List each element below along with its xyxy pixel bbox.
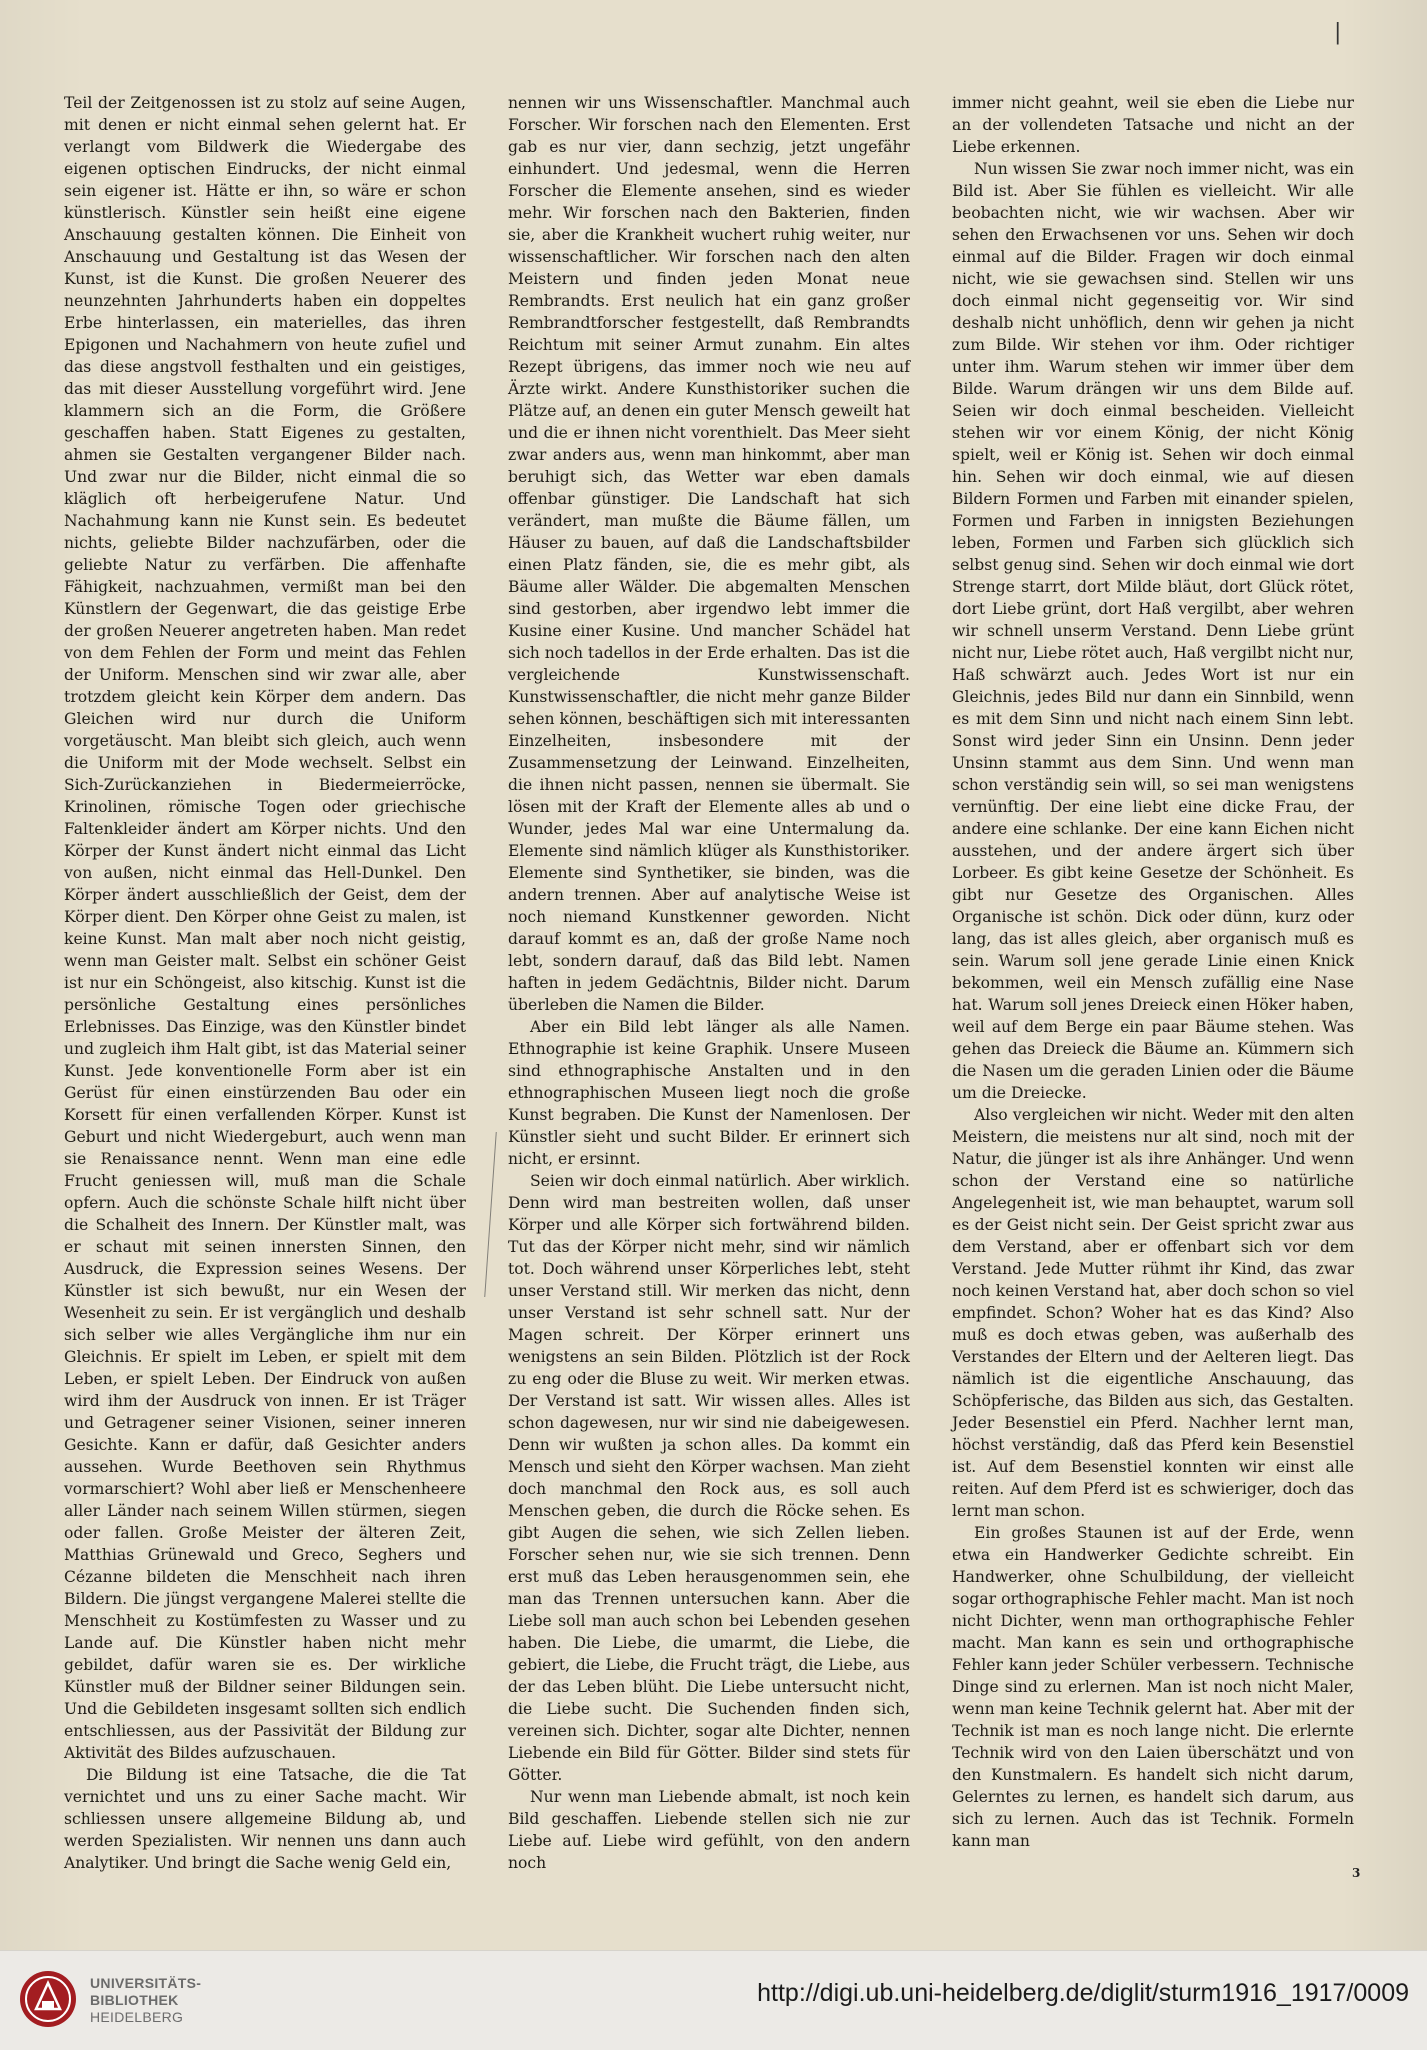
paragraph: Nur wenn man Liebende abmalt, ist noch kein Bild geschaffen. Liebende stellen sich nie zur Liebe auf. Liebe wird gefühlt, von den andern noch (508, 1788, 910, 1872)
library-name-line: BIBLIOTHEK (90, 1992, 179, 2008)
digitization-footer (0, 1950, 1427, 2050)
paragraph: nennen wir uns Wissenschaftler. Manchmal auch Forscher. Wir forschen nach den Elementen. Erst gab es nur vier, dann sechzig, jetzt ungefähr einhundert. Und jedesmal, wenn die Herren Forscher die Elemente ansehen, sind es wieder mehr. Wir forschen nach den Bakterien, finden sie, aber die Krankheit wuchert ruhig weiter, nur wissenschaftlicher. Wir forschen nach den alten Meistern und finden jeden Monat neue Rembrandts. Erst neulich hat ein ganz großer Rembrandtforscher festgestellt, daß Rembrandts Reichtum mit seiner Armut zunahm. Ein altes Rezept übrigens, das immer noch wie neu auf Ärzte wirkt. Andere Kunsthistoriker suchen die Plätze auf, an denen ein guter Mensch geweilt hat und die er ihnen nicht vorenthielt. Das Meer sieht zwar anders aus, wenn man hinkommt, aber man beruhigt sich, das Wetter war eben damals offenbar günstiger. Die Landschaft hat sich verändert, man mußte die Bäume fällen, um Häuser zu bauen, auf daß die Landschaftsbilder einen Platz fänden, sie, die es mehr gibt, als Bäume aller Wälder. Die abgemalten Menschen sind gestorben, aber irgendwo lebt immer die Kusine einer Kusine. Und mancher Schädel hat sich noch tadellos in der Erde erhalten. Das ist die vergleichende Kunstwissenschaft. Kunstwissenschaftler, die nicht mehr ganze Bilder sehen können, beschäftigen sich mit interessanten Einzelheiten, insbesondere mit der Zusammensetzung der Leinwand. Einzelheiten, die ihnen nicht passen, nennen sie übermalt. Sie lösen mit der Kraft der Elemente alles ab und o Wunder, jedes Mal war eine Untermalung da. Elemente sind nämlich klüger als Kunsthistoriker. Elemente sind Synthetiker, sie binden, was die andern trennen. Aber auf analytische Weise ist noch niemand Kunstkenner geworden. Nicht darauf kommt es an, daß der große Name noch lebt, sondern darauf, daß das Bild lebt. Namen haften in jedem Gedächtnis, Bilder nicht. Darum überleben die Namen die Bilder. (508, 94, 910, 1014)
paragraph: immer nicht geahnt, weil sie eben die Liebe nur an der vollendeten Tatsache und nicht an der Liebe erkennen. (952, 94, 1354, 156)
page-number: 3 (1352, 1866, 1361, 1880)
top-margin-mark: | (1334, 20, 1342, 45)
column-left (64, 92, 466, 1872)
university-seal-icon (18, 1969, 78, 2029)
column-right (952, 92, 1354, 1850)
source-url-link[interactable]: http://digi.ub.uni-heidelberg.de/diglit/sturm1916_1917/0009 (757, 1979, 1409, 2007)
column-middle (508, 92, 910, 1872)
library-name (90, 1975, 201, 2026)
paragraph: Die Bildung ist eine Tatsache, die die Tat vernichtet und uns zu einer Sache macht. Wir schliessen unsere allgemeine Bildung ab, und werden Spezialisten. Wir nennen uns dann auch Analytiker. Und bringt die Sache wenig Geld ein, (64, 1766, 466, 1872)
paragraph: Teil der Zeitgenossen ist zu stolz auf seine Augen, mit denen er nicht einmal sehen gelernt hat. Er verlangt vom Bildwerk die Wiedergabe des eigenen optischen Eindrucks, der nicht einmal sein eigener ist. Hätte er ihn, so wäre er schon künstlerisch. Künstler sein heißt eine eigene Anschauung gestalten können. Die Einheit von Anschauung und Gestaltung ist das Wesen der Kunst, ist die Kunst. Die großen Neuerer des neunzehnten Jahrhunderts haben ein doppeltes Erbe hinterlassen, ein materielles, das ihren Epigonen und Nachahmern von heute zufiel und das diese angstvoll festhalten und ein geistiges, das mit dieser Ausstellung vorgeführt wird. Jene klammern sich an die Form, die Größere geschaffen haben. Statt Eigenes zu gestalten, ahmen sie Gestalten vergangener Bilder nach. Und zwar nur die Bilder, nicht einmal die so kläglich oft herbeigerufene Natur. Und Nachahmung kann nie Kunst sein. Es bedeutet nichts, geliebte Bilder nachzufärben, oder die geliebte Natur zu verfärben. Die affenhafte Fähigkeit, nachzuahmen, vermißt man bei den Künstlern der Gegenwart, die das geistige Erbe der großen Neuerer angetreten haben. Man redet von dem Fehlen der Form und meint das Fehlen der Uniform. Menschen sind wir zwar alle, aber trotzdem gleicht kein Körper dem andern. Das Gleichen wird nur durch die Uniform vorgetäuscht. Man bleibt sich gleich, auch wenn die Uniform mit der Mode wechselt. Selbst ein Sich-Zurückanziehen in Biedermeierröcke, Krinolinen, römische Togen oder griechische Faltenkleider ändert am Körper nichts. Und den Körper der Kunst ändert nicht einmal das Licht von außen, nicht einmal das Hell-Dunkel. Den Körper ändert ausschließlich der Geist, dem der Körper dient. Den Körper ohne Geist zu malen, ist keine Kunst. Man malt aber noch nicht geistig, wenn man Geister malt. Selbst ein schöner Geist ist nur ein Schöngeist, also kitschig. Kunst ist die persönliche Gestaltung eines persönliches Erlebnisses. Das Einzige, was den Künstler bindet und zugleich ihm Halt gibt, ist das Material seiner Kunst. Jede konventionelle Form aber ist ein Gerüst für einen einstürzenden Bau oder ein Korsett für einen verfallenden Körper. Kunst ist Geburt und nicht Wiedergeburt, auch wenn man sie Renaissance nennt. Wenn man eine edle Frucht geniessen will, muß man die Schale opfern. Auch die schönste Schale hilft nicht über die Schalheit des Innern. Der Künstler malt, was er schaut mit seinen innersten Sinnen, den Ausdruck, die Expression seines Wesens. Der Künstler ist sich bewußt, nur ein Wesen der Wesenheit zu sein. Er ist vergänglich und deshalb sich selber wie alles Vergängliche ihm nur ein Gleichnis. Er spielt im Leben, er spielt mit dem Leben, er spielt Leben. Der Eindruck von außen wird ihm der Ausdruck von innen. Er ist Träger und Getragener seiner Visionen, seiner inneren Gesichte. Kann er dafür, daß Gesichter anders aussehen. Wurde Beethoven sein Rhythmus vormarschiert? Wohl aber ließ er Menschenheere aller Länder nach seinem Willen stürmen, siegen oder fallen. Große Meister der älteren Zeit, Matthias Grünewald und Greco, Seghers und Cézanne bildeten die Menschheit nach ihren Bildern. Die jüngst vergangene Malerei stellte die Menschheit zu Kostümfesten zu Wasser und zu Lande auf. Die Künstler haben nicht mehr gebildet, dafür waren sie es. Der wirkliche Künstler muß der Bildner seiner Bildungen sein. Und die Gebildeten insgesamt sollten sich endlich entschliessen, aus der Passivität der Bildung zur Aktivität des Bildes aufzuschauen. (64, 94, 466, 1762)
paragraph: Ein großes Staunen ist auf der Erde, wenn etwa ein Handwerker Gedichte schreibt. Ein Handwerker, ohne Schulbildung, der vielleicht sogar orthographische Fehler macht. Man ist noch nicht Dichter, wenn man orthographische Fehler macht. Man kann es sein und orthographische Fehler kann jeder Schüler verbessern. Technische Dinge sind zu erlernen. Man ist noch nicht Maler, wenn man keine Technik gelernt hat. Aber mit der Technik ist man es noch lange nicht. Die erlernte Technik wird von den Laien überschätzt und von den Kunstmalern. Es handelt sich nicht darum, Gelerntes zu lernen, es handelt sich darum, aus sich zu lernen. Auch das ist Technik. Formeln kann man (952, 1524, 1354, 1850)
paragraph: Also vergleichen wir nicht. Weder mit den alten Meistern, die meistens nur alt sind, noch mit der Natur, die jünger ist als ihre Anhänger. Und wenn schon der Verstand eine so natürliche Angelegenheit ist, wie man behauptet, warum soll es der Geist nicht sein. Der Geist spricht zwar aus dem Verstand, aber er offenbart sich vor dem Verstand. Jede Mutter rühmt ihr Kind, das zwar noch keinen Verstand hat, aber doch schon so viel empfindet. Schon? Woher hat es das Kind? Also muß es doch etwas geben, was außerhalb des Verstandes der Eltern und der Aelteren liegt. Das nämlich ist die eigentliche Anschauung, das Schöpferische, das Bilden aus sich, das Gestalten. Jeder Besenstiel ein Pferd. Nachher lernt man, höchst verständig, daß das Pferd kein Besenstiel ist. Auf dem Besenstiel konnten wir einst alle reiten. Auf dem Pferd ist es schwieriger, doch das lernt man schon. (952, 1106, 1354, 1520)
library-name-line: UNIVERSITÄTS- (90, 1975, 202, 1991)
library-name-line: HEIDELBERG (90, 2009, 184, 2025)
text-columns (64, 92, 1354, 1872)
paragraph: Nun wissen Sie zwar noch immer nicht, was ein Bild ist. Aber Sie fühlen es vielleicht. Wir alle beobachten nicht, wie wir wachsen. Aber wir sehen den Erwachsenen vor uns. Sehen wir doch einmal auf die Bilder. Fragen wir doch einmal nicht, wie sie gewachsen sind. Stellen wir uns doch einmal nicht gegenseitig vor. Wir sind deshalb nicht unhöflich, denn wir gehen ja nicht zum Bilde. Wir stehen vor ihm. Oder richtiger unter ihm. Warum stehen wir immer über dem Bilde. Warum drängen wir uns dem Bilde auf. Seien wir doch einmal bescheiden. Vielleicht stehen wir vor einem König, der nicht König spielt, weil er König ist. Sehen wir doch einmal hin. Sehen wir doch einmal, wie auf diesen Bildern Formen und Farben mit einander spielen, Formen und Farben in innigsten Beziehungen leben, Formen und Farben sich glücklich sich selbst genug sind. Sehen wir doch einmal wie dort Strenge starrt, dort Milde bläut, dort Glück rötet, dort Liebe grünt, dort Haß vergilbt, aber wehren wir schnell unserm Verstand. Denn Liebe grünt nicht nur, Liebe rötet auch, Haß vergilbt nicht nur, Haß schwärzt auch. Jedes Wort ist nur ein Gleichnis, jedes Bild nur dann ein Sinnbild, wenn es mit dem Sinn und nicht nach einem Sinn lebt. Sonst wird jeder Sinn ein Unsinn. Denn jeder Unsinn stammt aus dem Sinn. Und wenn man schon verständig sein will, so sei man wenigstens vernünftig. Der eine liebt eine dicke Frau, der andere eine schlanke. Der eine kann Eichen nicht ausstehen, und der andere ärgert sich über Lorbeer. Es gibt keine Gesetze der Schönheit. Es gibt nur Gesetze des Organischen. Alles Organische ist schön. Dick oder dünn, kurz oder lang, das ist alles gleich, aber organisch muß es sein. Warum soll jene gerade Linie einen Knick bekommen, weil ein Mensch zufällig eine Nase hat. Warum soll jenes Dreieck einen Höker haben, weil auf dem Berge ein paar Bäume stehen. Was gehen das Dreieck die Bäume an. Kümmern sich die Nasen um die geraden Linien oder die Bäume um die Dreiecke. (952, 160, 1354, 1102)
paragraph: Aber ein Bild lebt länger als alle Namen. Ethnographie ist keine Graphik. Unsere Museen sind ethnographische Anstalten und in den ethnographischen Museen liegt noch die große Kunst begraben. Die Kunst der Namenlosen. Der Künstler sieht und sucht Bilder. Er erinnert sich nicht, er ersinnt. (508, 1018, 910, 1168)
paragraph: Seien wir doch einmal natürlich. Aber wirklich. Denn wird man bestreiten wollen, daß unser Körper und alle Körper sich fortwährend bilden. Tut das der Körper nicht mehr, sind wir nämlich tot. Doch während unser Körperliches lebt, steht unser Verstand still. Wir merken das nicht, denn unser Verstand ist sehr schnell satt. Nur der Magen schreit. Der Körper erinnert uns wenigstens an sein Bilden. Plötzlich ist der Rock zu eng oder die Bluse zu weit. Wir merken etwas. Der Verstand ist satt. Wir wissen alles. Alles ist schon dagewesen, nur wir sind nie dabeigewesen. Denn wir wußten ja schon alles. Da kommt ein Mensch und sieht den Körper wachsen. Man zieht doch manchmal den Rock aus, es soll auch Menschen geben, die durch die Röcke sehen. Es gibt Augen die sehen, wie sich Zellen lieben. Forscher sehen nur, wie sie sich trennen. Denn erst muß das Leben herausgenommen sein, ehe man das Trennen untersuchen kann. Aber die Liebe soll man auch schon bei Lebenden gesehen haben. Die Liebe, die umarmt, die Liebe, die gebiert, die Liebe, die Frucht trägt, die Liebe, aus der das Leben blüht. Die Liebe untersucht nicht, die Liebe sucht. Die Suchenden finden sich, vereinen sich. Dichter, sogar alte Dichter, nennen Liebende ein Bild für Götter. Bilder sind stets für Götter. (508, 1172, 910, 1784)
